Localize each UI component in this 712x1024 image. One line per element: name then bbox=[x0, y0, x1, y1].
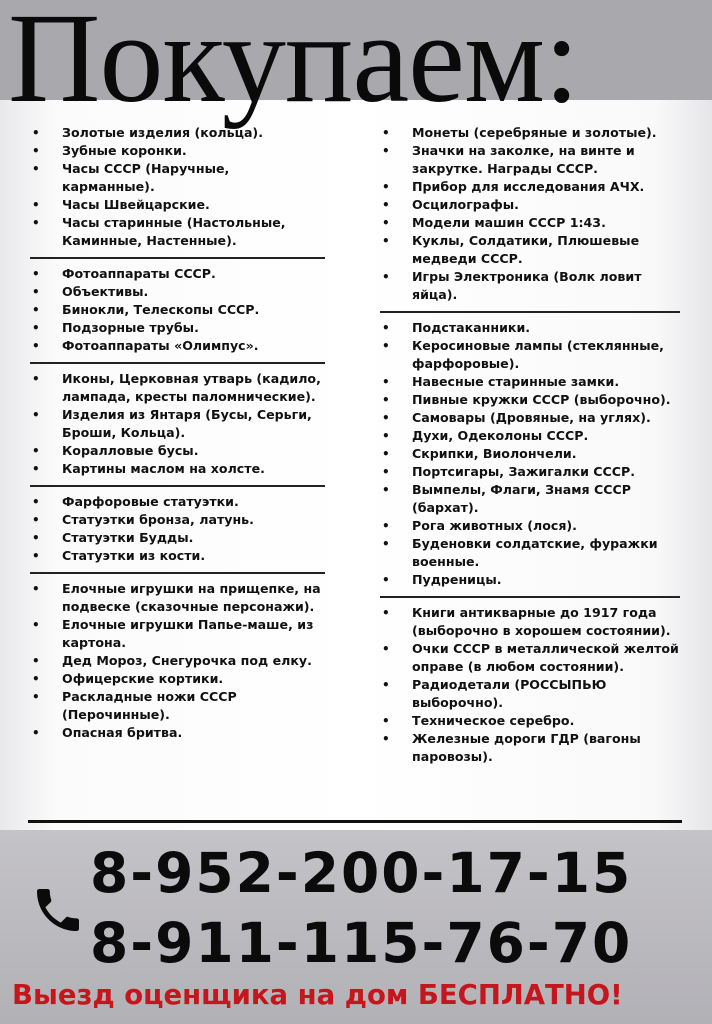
list-item bbox=[380, 268, 680, 304]
item-text: Опасная бритва. bbox=[62, 725, 183, 740]
list-item bbox=[30, 688, 325, 724]
item-text: Фотоаппараты СССР. bbox=[62, 266, 216, 281]
list-item bbox=[30, 442, 325, 460]
bullet-icon: • bbox=[382, 447, 390, 461]
item-text: Фотоаппараты «Олимпус». bbox=[62, 338, 259, 353]
list-item bbox=[380, 409, 680, 427]
item-text: Куклы, Солдатики, Плюшевые медведи СССР. bbox=[412, 233, 640, 266]
bullet-icon: • bbox=[382, 180, 390, 194]
list-item bbox=[380, 463, 680, 481]
bullet-icon: • bbox=[382, 144, 390, 158]
bullet-icon: • bbox=[382, 411, 390, 425]
bullet-icon: • bbox=[32, 339, 40, 353]
list-item bbox=[30, 580, 325, 616]
list-item bbox=[30, 406, 325, 442]
list-item bbox=[380, 571, 680, 589]
bullet-icon: • bbox=[32, 582, 40, 596]
bullet-icon: • bbox=[382, 519, 390, 533]
item-text: Очки СССР в металлической желтой оправе (в любом состоянии). bbox=[412, 641, 679, 674]
list-item bbox=[30, 547, 325, 565]
item-text: Елочные игрушки на прищепке, на подвеске (сказочные персонажи). bbox=[62, 581, 321, 614]
list-item bbox=[380, 712, 680, 730]
bullet-icon: • bbox=[32, 618, 40, 632]
item-text: Офицерские кортики. bbox=[62, 671, 224, 686]
bullet-icon: • bbox=[382, 573, 390, 587]
phone-number-2[interactable]: 8-911-115-76-70 bbox=[90, 911, 633, 975]
item-text: Самовары (Дровяные, на углях). bbox=[412, 410, 651, 425]
list-item bbox=[380, 391, 680, 409]
bullet-icon: • bbox=[32, 408, 40, 422]
item-text: Коралловые бусы. bbox=[62, 443, 199, 458]
poster-title: Покупаем: bbox=[8, 0, 579, 129]
item-text: Техническое серебро. bbox=[412, 713, 575, 728]
list-item bbox=[380, 232, 680, 268]
bullet-icon: • bbox=[32, 162, 40, 176]
list-item bbox=[380, 676, 680, 712]
item-text: Скрипки, Виолончели. bbox=[412, 446, 577, 461]
item-text: Изделия из Янтаря (Бусы, Серьги, Броши, Кольца). bbox=[62, 407, 312, 440]
item-text: Иконы, Церковная утварь (кадило, лампада, кресты паломнические). bbox=[62, 371, 321, 404]
list-item bbox=[380, 142, 680, 178]
list-item bbox=[380, 427, 680, 445]
item-text: Игры Электроника (Волк ловит яйца). bbox=[412, 269, 642, 302]
item-text: Часы СССР (Наручные, карманные). bbox=[62, 161, 230, 194]
list-item bbox=[30, 265, 325, 283]
list-item bbox=[380, 730, 680, 766]
bullet-icon: • bbox=[32, 672, 40, 686]
list-item bbox=[380, 124, 680, 142]
list-item bbox=[380, 640, 680, 676]
bullet-icon: • bbox=[32, 462, 40, 476]
item-text: Часы Швейцарские. bbox=[62, 197, 210, 212]
bullet-icon: • bbox=[32, 285, 40, 299]
item-text: Навесные старинные замки. bbox=[412, 374, 620, 389]
list-item bbox=[30, 124, 325, 142]
bullet-icon: • bbox=[382, 642, 390, 656]
item-text: Значки на заколке, на винте и закрутке. Награды СССР. bbox=[412, 143, 635, 176]
right-column bbox=[380, 118, 680, 773]
list-item bbox=[30, 160, 325, 196]
item-text: Часы старинные (Настольные, Каминные, Настенные). bbox=[62, 215, 286, 248]
list-item bbox=[380, 481, 680, 517]
item-text: Елочные игрушки Папье-маше, из картона. bbox=[62, 617, 314, 650]
bullet-icon: • bbox=[32, 444, 40, 458]
bullet-icon: • bbox=[382, 234, 390, 248]
bullet-icon: • bbox=[32, 726, 40, 740]
item-text: Статуэтки Будды. bbox=[62, 530, 194, 545]
list-item bbox=[30, 196, 325, 214]
list-item bbox=[30, 724, 325, 742]
list-item bbox=[380, 535, 680, 571]
bullet-icon: • bbox=[382, 198, 390, 212]
bullet-icon: • bbox=[382, 732, 390, 746]
list-item bbox=[30, 616, 325, 652]
bullet-icon: • bbox=[382, 429, 390, 443]
item-text: Подстаканники. bbox=[412, 320, 531, 335]
item-group bbox=[30, 257, 325, 362]
list-item bbox=[30, 511, 325, 529]
bullet-icon: • bbox=[32, 126, 40, 140]
list-item bbox=[30, 214, 325, 250]
item-group bbox=[30, 362, 325, 485]
list-item bbox=[30, 493, 325, 511]
item-group bbox=[380, 311, 680, 596]
item-text: Рога животных (лося). bbox=[412, 518, 577, 533]
phone-number-1[interactable]: 8-952-200-17-15 bbox=[90, 841, 633, 905]
bullet-icon: • bbox=[32, 144, 40, 158]
item-text: Прибор для исследования АЧХ. bbox=[412, 179, 645, 194]
bullet-icon: • bbox=[32, 513, 40, 527]
bullet-icon: • bbox=[382, 216, 390, 230]
list-item bbox=[380, 337, 680, 373]
list-item bbox=[30, 460, 325, 478]
item-text: Бинокли, Телескопы СССР. bbox=[62, 302, 260, 317]
list-item bbox=[380, 445, 680, 463]
item-text: Керосиновые лампы (стеклянные, фарфоровые). bbox=[412, 338, 664, 371]
list-item bbox=[30, 652, 325, 670]
item-text: Золотые изделия (кольца). bbox=[62, 125, 263, 140]
bullet-icon: • bbox=[32, 372, 40, 386]
item-text: Статуэтки бронза, латунь. bbox=[62, 512, 254, 527]
list-item bbox=[380, 319, 680, 337]
item-text: Духи, Одеколоны СССР. bbox=[412, 428, 589, 443]
bullet-icon: • bbox=[32, 549, 40, 563]
item-text: Буденовки солдатские, фуражки военные. bbox=[412, 536, 658, 569]
item-text: Вымпелы, Флаги, Знамя СССР (бархат). bbox=[412, 482, 631, 515]
item-text: Радиодетали (РОССЫПЬЮ выборочно). bbox=[412, 677, 607, 710]
bullet-icon: • bbox=[32, 321, 40, 335]
item-text: Зубные коронки. bbox=[62, 143, 187, 158]
item-text: Железные дороги ГДР (вагоны паровозы). bbox=[412, 731, 641, 764]
list-item bbox=[30, 529, 325, 547]
item-text: Объективы. bbox=[62, 284, 149, 299]
list-item bbox=[30, 670, 325, 688]
item-group bbox=[30, 572, 325, 749]
phone-handset-icon bbox=[30, 882, 86, 938]
item-text: Дед Мороз, Снегурочка под елку. bbox=[62, 653, 312, 668]
list-item bbox=[380, 373, 680, 391]
bullet-icon: • bbox=[382, 606, 390, 620]
item-group bbox=[30, 485, 325, 572]
bullet-icon: • bbox=[382, 375, 390, 389]
item-text: Книги антикварные до 1917 года (выборочно в хорошем состоянии). bbox=[412, 605, 671, 638]
list-item bbox=[380, 196, 680, 214]
list-item bbox=[30, 337, 325, 355]
left-column bbox=[30, 118, 325, 749]
item-group bbox=[30, 118, 325, 257]
bullet-icon: • bbox=[32, 495, 40, 509]
list-item bbox=[380, 604, 680, 640]
item-text: Осцилографы. bbox=[412, 197, 519, 212]
item-text: Раскладные ножи СССР (Перочинные). bbox=[62, 689, 237, 722]
item-text: Портсигары, Зажигалки СССР. bbox=[412, 464, 636, 479]
bullet-icon: • bbox=[32, 267, 40, 281]
bullet-icon: • bbox=[32, 690, 40, 704]
bullet-icon: • bbox=[32, 654, 40, 668]
item-group bbox=[380, 118, 680, 311]
bullet-icon: • bbox=[382, 339, 390, 353]
divider bbox=[28, 820, 682, 823]
item-text: Монеты (серебряные и золотые). bbox=[412, 125, 657, 140]
list-item bbox=[380, 214, 680, 232]
bullet-icon: • bbox=[32, 198, 40, 212]
bullet-icon: • bbox=[382, 393, 390, 407]
bullet-icon: • bbox=[32, 531, 40, 545]
item-text: Модели машин СССР 1:43. bbox=[412, 215, 606, 230]
bullet-icon: • bbox=[382, 714, 390, 728]
bullet-icon: • bbox=[382, 678, 390, 692]
bullet-icon: • bbox=[32, 303, 40, 317]
item-text: Подзорные трубы. bbox=[62, 320, 199, 335]
bullet-icon: • bbox=[32, 216, 40, 230]
item-group bbox=[380, 596, 680, 773]
free-appraisal-note: Выезд оценщика на дом БЕСПЛАТНО! bbox=[12, 979, 623, 1011]
list-item bbox=[30, 283, 325, 301]
list-item bbox=[30, 301, 325, 319]
item-text: Пивные кружки СССР (выборочно). bbox=[412, 392, 671, 407]
bullet-icon: • bbox=[382, 126, 390, 140]
list-item bbox=[30, 142, 325, 160]
bullet-icon: • bbox=[382, 483, 390, 497]
item-text: Статуэтки из кости. bbox=[62, 548, 206, 563]
bullet-icon: • bbox=[382, 537, 390, 551]
bullet-icon: • bbox=[382, 321, 390, 335]
list-item bbox=[380, 517, 680, 535]
list-item bbox=[380, 178, 680, 196]
item-text: Фарфоровые статуэтки. bbox=[62, 494, 239, 509]
bullet-icon: • bbox=[382, 465, 390, 479]
item-text: Картины маслом на холсте. bbox=[62, 461, 265, 476]
bullet-icon: • bbox=[382, 270, 390, 284]
list-item bbox=[30, 319, 325, 337]
list-item bbox=[30, 370, 325, 406]
item-text: Пудреницы. bbox=[412, 572, 502, 587]
